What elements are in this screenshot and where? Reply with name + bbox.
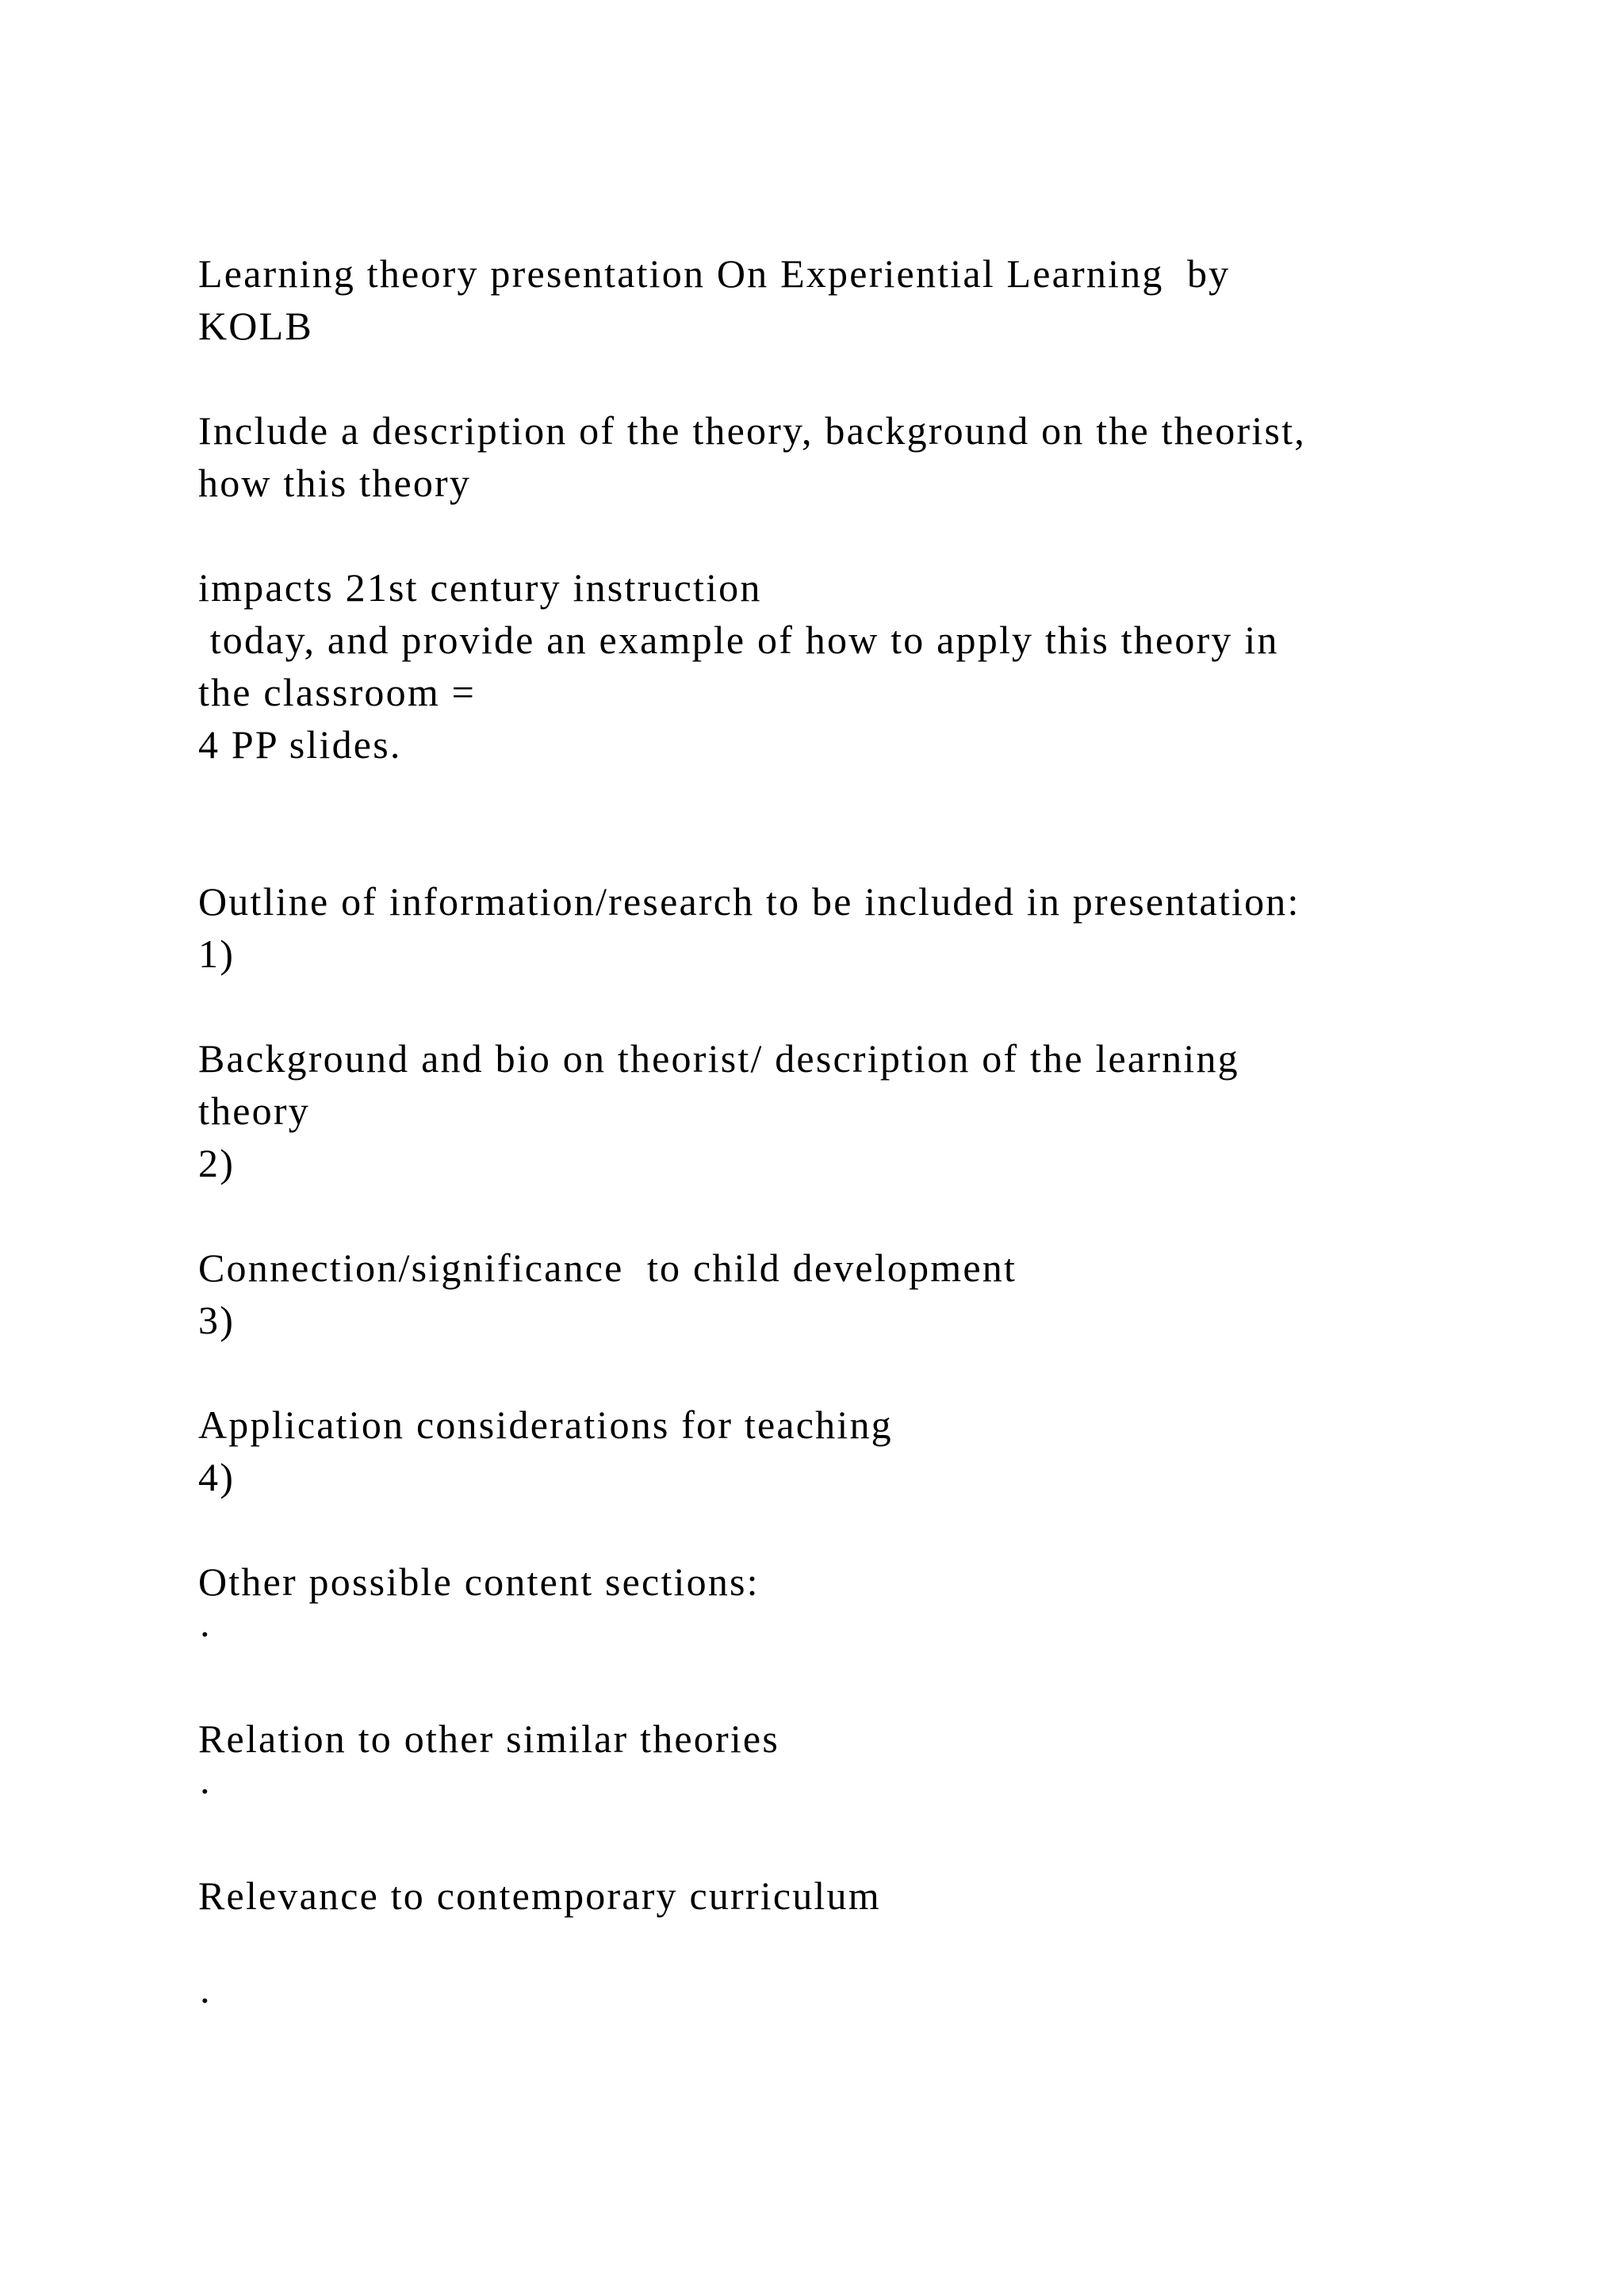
bullet-1: · <box>198 1612 213 1656</box>
description-line-4: today, and provide an example of how to apply this theory in <box>198 618 1279 662</box>
description-line-2: how this theory <box>198 461 472 505</box>
bullet-2: · <box>198 1769 213 1813</box>
description-line-3: impacts 21st century instruction <box>198 565 762 610</box>
description-line-1: Include a description of the theory, background on the theorist, <box>198 408 1306 453</box>
list-number-2: 2) <box>198 1141 236 1185</box>
other-sections-heading: Other possible content sections: <box>198 1559 760 1604</box>
title-line-2: KOLB <box>198 304 313 348</box>
bullet-item-1: Relation to other similar theories <box>198 1716 779 1761</box>
bullet-3: · <box>198 1978 213 2022</box>
list-number-4: 4) <box>198 1455 236 1499</box>
bullet-item-2: Relevance to contemporary curriculum <box>198 1873 881 1918</box>
list-item-1-line-2: theory <box>198 1089 310 1133</box>
list-item-1-line-1: Background and bio on theorist/ description of the learning <box>198 1036 1239 1081</box>
list-item-3: Application considerations for teaching <box>198 1402 893 1447</box>
description-line-6: 4 PP slides. <box>198 722 402 767</box>
title-line-1: Learning theory presentation On Experiential Learning by <box>198 251 1231 296</box>
description-line-5: the classroom = <box>198 670 477 714</box>
outline-heading: Outline of information/research to be included in presentation: <box>198 879 1300 924</box>
list-number-1: 1) <box>198 932 236 976</box>
list-number-3: 3) <box>198 1298 236 1342</box>
list-item-2: Connection/significance to child development <box>198 1246 1017 1290</box>
